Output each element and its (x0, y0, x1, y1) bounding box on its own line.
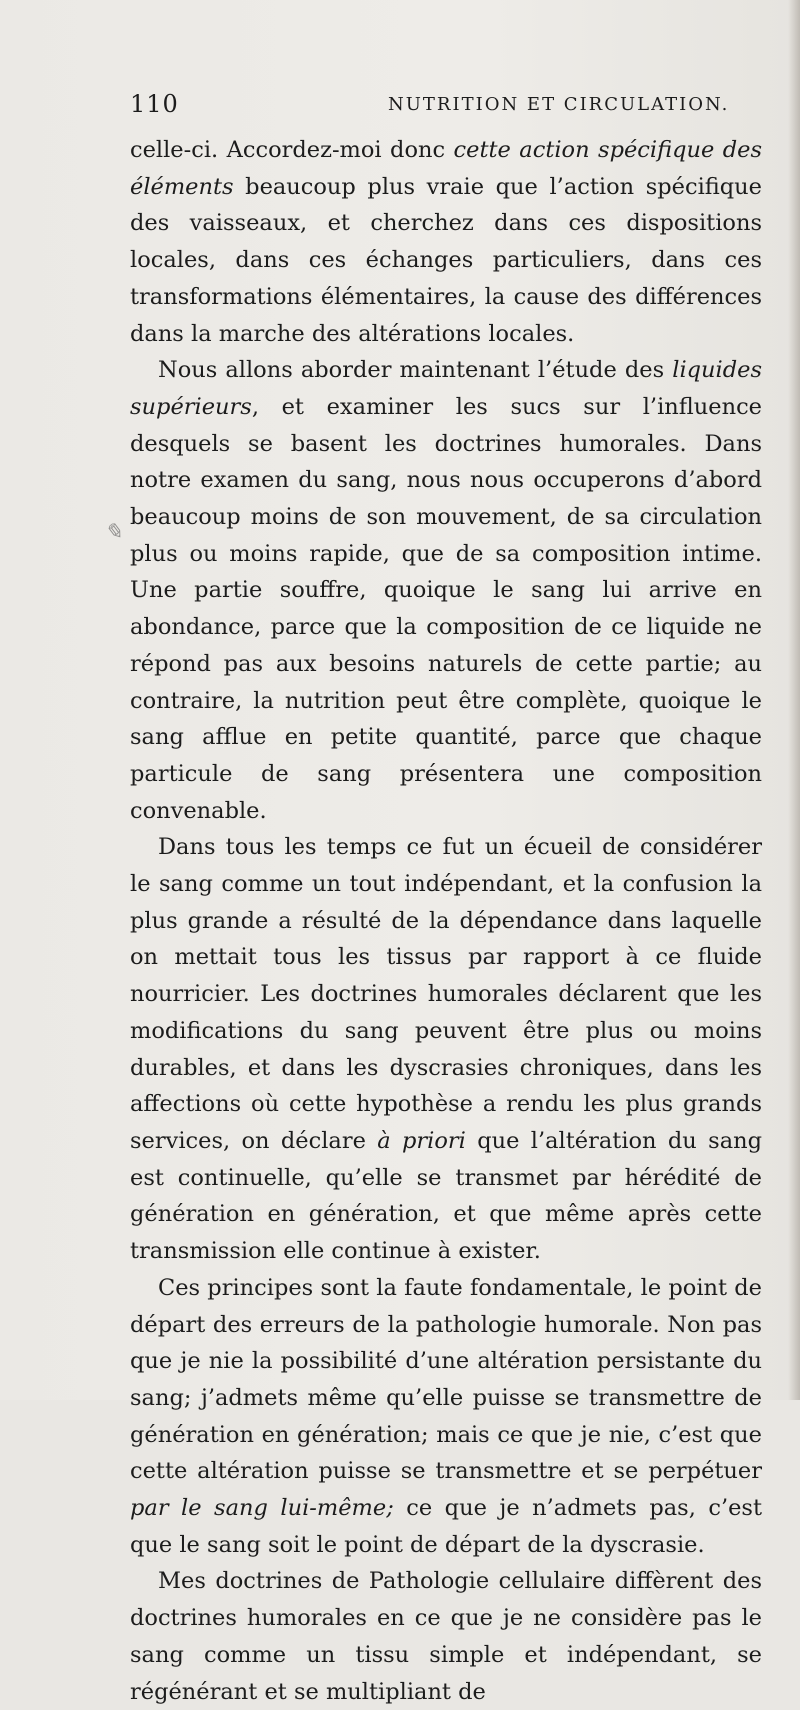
body-text (130, 132, 762, 1710)
running-title: NUTRITION ET CIRCULATION. (388, 94, 730, 115)
paragraph-4-emphasis: par le sang lui-même; (130, 1495, 394, 1522)
paragraph-4 (130, 1270, 762, 1564)
paragraph-4-text: Ces principes sont la faute fondamentale, le point de départ des erreurs de la pathologie humorale. Non pas que je nie la possibilité d’une altération persistante du sang; j’admets même qu’elle puisse se transmettre de génération en génération; mais ce que je nie, c’est que cette altération puisse se transmettre et se perpétuer (130, 1274, 762, 1485)
paragraph-1-emphasis: cette action spécifique des éléments (130, 137, 763, 200)
paragraph-2 (130, 352, 762, 829)
paragraph-3-emphasis: à priori (377, 1127, 466, 1154)
paragraph-3-text: Dans tous les temps ce fut un écueil de considérer le sang comme un tout indépendant, et la confusion la plus grande a résulté de la dépendance dans laquelle on mettait tous les tissus par rapport à ce fluide nourricier. Les doctrines humorales déclarent que les modifications du sang peuvent être plus ou moins durables, et dans les dyscrasies chroniques, dans les affections où cette hypothèse a rendu les plus grands services, on déclare (130, 834, 762, 1154)
paragraph-3-text-end: que l’altération du sang est continuelle, qu’elle se transmet par hérédité de génération en génération, et que même après cette transmission elle continue à exister. (130, 1127, 763, 1265)
paragraph-2-emphasis: liquides supérieurs (130, 357, 762, 420)
paragraph-5-text: Mes doctrines de Pathologie cellulaire diffèrent des doctrines humorales en ce que je ne considère pas le sang comme un tissu simple et indépendant, se régénérant et se multipliant de (130, 1568, 762, 1705)
paragraph-1-text: celle-ci. Accordez-moi donc (130, 137, 454, 163)
paragraph-5 (130, 1563, 762, 1710)
page-number: 110 (130, 90, 179, 118)
paragraph-1-text-end: beaucoup plus vraie que l’action spécifique des vaisseaux, et cherchez dans ces dispositions locales, dans ces échanges particuliers, dans ces transformations élémentaires, la cause des différences dans la marche des altérations locales. (130, 173, 762, 347)
paragraph-4-text-end: ce que je n’admets pas, c’est que le sang soit le point de départ de la dyscrasie. (130, 1495, 762, 1558)
margin-annotation-mark: ✎ (104, 520, 123, 545)
running-header (130, 90, 750, 120)
paragraph-1 (130, 132, 762, 352)
paragraph-2-text-end: , et examiner les sucs sur l’influence desquels se basent les doctrines humorales. Dans notre examen du sang, nous nous occuperons d’abord beaucoup moins de son mouvement, de sa circulation plus ou moins rapide, que de sa composition intime. Une partie souffre, quoique le sang lui arrive en abondance, parce que la composition de ce liquide ne répond pas aux besoins naturels de cette partie; au contraire, la nutrition peut être complète, quoique le sang afflue en petite quantité, parce que chaque particule de sang présentera une composition convenable. (130, 393, 762, 824)
page-edge-shadow (788, 0, 800, 1400)
paragraph-2-text: Nous allons aborder maintenant l’étude des (158, 357, 673, 384)
paragraph-3 (130, 829, 762, 1269)
